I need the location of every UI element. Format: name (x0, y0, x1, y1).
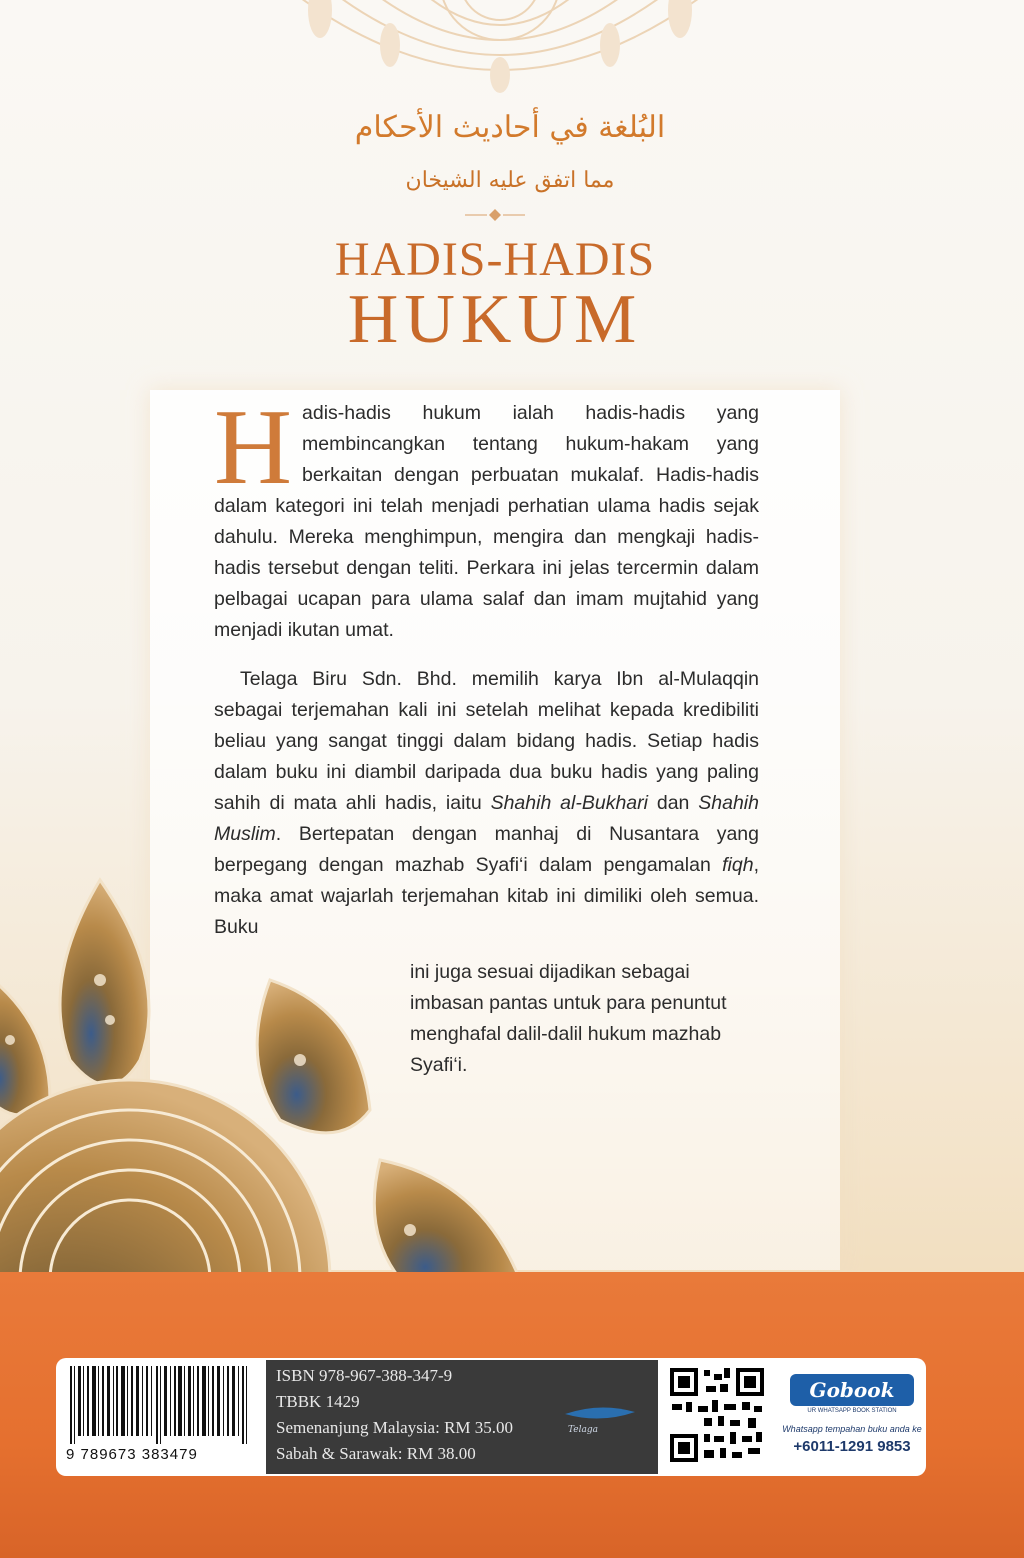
p2-text-d: , maka amat wajarlah terjemahan kitab ini dimiliki oleh semua. Buku (214, 854, 759, 938)
paragraph-2-tail: ini juga sesuai dijadikan sebagai imbasan pantas untuk para penuntut menghafal dalil-dalil hukum mazhab Syafi‘i. (410, 961, 727, 1076)
paragraph-1-text: adis-hadis hukum ialah hadis-hadis yang membincangkan tentang hukum-hakam yang berkaitan dengan perbuatan mukalaf. Hadis-hadis dalam kategori ini telah menjadi perhatian ulama hadis sejak dahulu. Mereka menghimpun, mengira dan mengkaji hadis-hadis tersebut dengan teliti. Perkara ini jelas tercermin dalam pelbagai ucapan para ulama salaf dan imam mujtahid yang menjadi ikutan umat. (214, 402, 759, 641)
p2-italic-muslim: Shahih Muslim (214, 792, 759, 845)
barcode (66, 1366, 256, 1444)
p2-text-a: Telaga Biru Sdn. Bhd. memilih karya Ibn al-Mulaqqin sebagai terjemahan kali ini setelah melihat kepada kredibiliti beliau yang sangat tinggi dalam bidang hadis. Setiap hadis dalam buku ini diambil daripada dua buku hadis yang paling sahih di mata ahli hadis, iaitu (214, 668, 759, 814)
divider-ornament (465, 208, 525, 222)
catalog-code: TBBK 1429 (276, 1392, 360, 1411)
publisher-logo (560, 1396, 640, 1436)
drop-cap: H (214, 388, 292, 507)
gobook-logo: Gobook (790, 1374, 914, 1406)
gobook-phone: +6011-1291 9853 (793, 1438, 911, 1455)
p2-text-b: dan (647, 792, 699, 814)
price-sabah-sarawak: Sabah & Sarawak: RM 38.00 (276, 1444, 476, 1463)
barcode-digits: 9 789673 383479 (66, 1446, 198, 1463)
p2-text-c: . Bertepatan dengan manhaj di Nusantara yang berpegang dengan mazhab Syafi‘i dalam pengamalan (214, 823, 759, 876)
title-line-2: HUKUM (347, 281, 643, 358)
title-line-1: HADIS-HADIS (334, 233, 656, 286)
paragraph-2 (214, 664, 759, 943)
svg-text:Telaga: Telaga (568, 1425, 599, 1435)
arabic-subtitle: مما اتفق عليه الشيخان (405, 168, 615, 193)
description-text (214, 388, 759, 961)
p2-italic-bukhari: Shahih al-Bukhari (490, 792, 648, 814)
gobook-tagline: UR WHATSAPP BOOK STATION (807, 1408, 897, 1414)
gobook-whatsapp-text: Whatsapp tempahan buku anda ke (782, 1424, 922, 1434)
arabic-title: البُلغة في أحاديث الأحكام (354, 110, 666, 145)
paragraph-1 (214, 388, 759, 646)
top-ornament (200, 0, 800, 110)
price-peninsular: Semenanjung Malaysia: RM 35.00 (276, 1418, 514, 1437)
qr-code (668, 1366, 766, 1464)
isbn-text: ISBN 978-967-388-347-9 (276, 1366, 453, 1385)
p2-italic-fiqh: fiqh (722, 854, 754, 876)
